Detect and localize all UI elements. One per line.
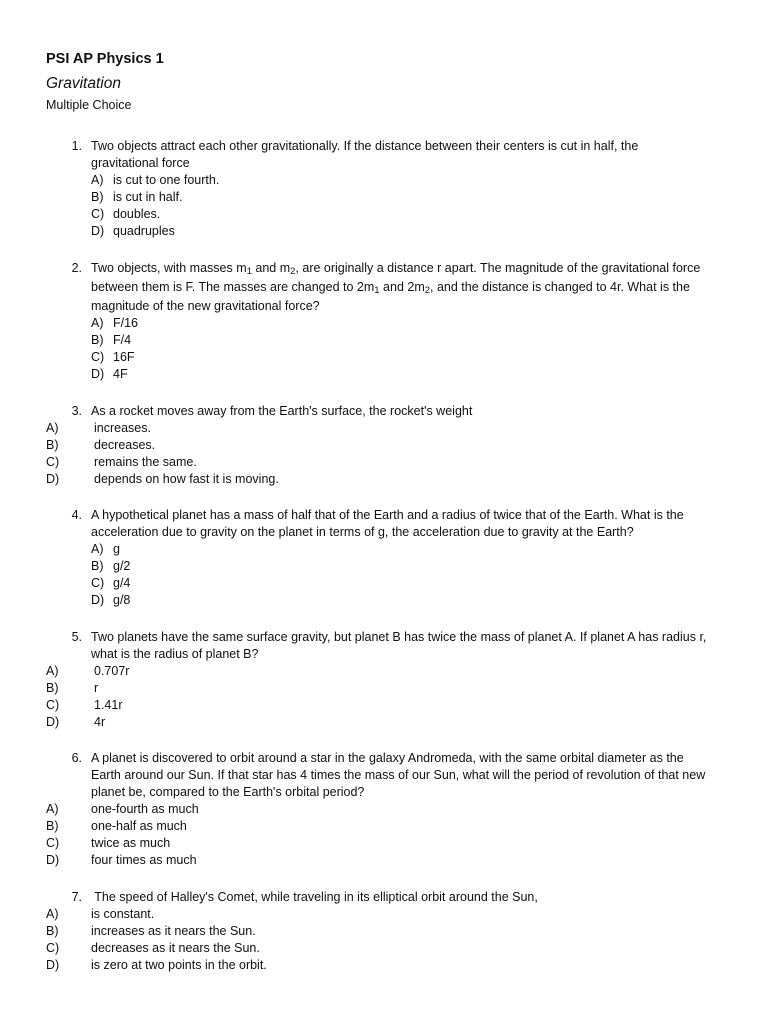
choice-c[interactable]: [0, 835, 768, 852]
choice-text: one-fourth as much: [91, 802, 199, 816]
question-line: Earth around our Sun. If that star has 4 times the mass of our Sun, what will the period of revolution of that new: [91, 768, 706, 782]
choice-letter: D): [46, 958, 60, 972]
choice-letter: D): [46, 715, 60, 729]
choice-text: is zero at two points in the orbit.: [91, 958, 267, 972]
page-title: PSI AP Physics 1: [46, 51, 164, 67]
question-line: Two planets have the same surface gravity, but planet B has twice the mass of planet A. If planet A has radius r,: [91, 630, 707, 644]
choice-letter: B): [46, 924, 59, 938]
choice-a[interactable]: [0, 541, 768, 558]
page-subtitle: Gravitation: [46, 75, 121, 92]
question-line: A planet is discovered to orbit around a star in the galaxy Andromeda, with the same orbital diameter as the: [91, 751, 684, 765]
choice-text: g/2: [113, 559, 131, 573]
choice-text: four times as much: [91, 853, 197, 867]
choice-text: remains the same.: [94, 455, 197, 469]
question-line: A hypothetical planet has a mass of half that of the Earth and a radius of twice that of the Earth. What is the: [91, 508, 684, 522]
question-line: Two objects, with masses $m_1$ and $m_2$, are originally a distance r apart. The magnitude of the gravitational force: [91, 261, 701, 277]
choice-letter: A): [46, 907, 59, 921]
question-text: [91, 507, 731, 541]
choice-letter: B): [46, 819, 59, 833]
choice-letter: D): [46, 472, 60, 486]
choice-c[interactable]: [0, 575, 768, 592]
choice-text: 16F: [113, 350, 135, 364]
choice-text: twice as much: [91, 836, 171, 850]
choice-text: r: [94, 681, 99, 695]
choice-letter: C): [91, 350, 105, 364]
choice-letter: C): [91, 207, 105, 221]
choice-a[interactable]: [0, 315, 768, 332]
question-text: [91, 750, 731, 801]
question-2: [0, 260, 768, 383]
question-line: what is the radius of planet B?: [91, 647, 259, 661]
question-line: between them is F. The masses are changed to $2m_1$ and $2m_2$, and the distance is changed to 4r. What is the: [91, 280, 690, 296]
choice-b[interactable]: [0, 189, 768, 206]
choice-text: decreases as it nears the Sun.: [91, 941, 260, 955]
question-6: [0, 750, 768, 869]
choice-letter: D): [91, 224, 105, 238]
question-line: planet be, compared to the Earth's orbital period?: [91, 785, 365, 799]
question-5: [0, 629, 768, 731]
choice-letter: C): [91, 576, 105, 590]
choice-c[interactable]: [0, 206, 768, 223]
question-number: 5.: [71, 630, 82, 644]
choice-letter: A): [46, 664, 59, 678]
question-line: gravitational force: [91, 156, 190, 170]
choice-d[interactable]: [0, 366, 768, 383]
choice-a[interactable]: [0, 663, 768, 680]
choice-c[interactable]: [0, 454, 768, 471]
question-text: [91, 138, 731, 172]
choice-letter: A): [46, 421, 59, 435]
choice-a[interactable]: [0, 906, 768, 923]
choice-b[interactable]: [0, 437, 768, 454]
choice-b[interactable]: [0, 923, 768, 940]
choice-d[interactable]: [0, 957, 768, 974]
choice-text: depends on how fast it is moving.: [94, 472, 279, 486]
choice-d[interactable]: [0, 471, 768, 488]
choice-text: 0.707r: [94, 664, 130, 678]
choice-letter: B): [91, 559, 104, 573]
choice-d[interactable]: [0, 714, 768, 731]
choice-c[interactable]: [0, 349, 768, 366]
choice-b[interactable]: [0, 558, 768, 575]
choice-letter: B): [46, 681, 59, 695]
choice-text: is constant.: [91, 907, 155, 921]
choice-b[interactable]: [0, 680, 768, 697]
choice-text: quadruples: [113, 224, 175, 238]
choice-text: 4F: [113, 367, 128, 381]
choice-text: 4r: [94, 715, 106, 729]
choice-text: one-half as much: [91, 819, 187, 833]
choice-text: F/4: [113, 333, 132, 347]
choice-d[interactable]: [0, 592, 768, 609]
choice-text: doubles.: [113, 207, 161, 221]
question-1: [0, 138, 768, 240]
choice-text: g: [113, 542, 120, 556]
question-3: [0, 403, 768, 488]
choice-letter: C): [46, 836, 60, 850]
question-line: The speed of Halley's Comet, while traveling in its elliptical orbit around the Sun,: [91, 890, 538, 904]
choice-text: 1.41r: [94, 698, 123, 712]
choice-letter: B): [91, 190, 104, 204]
choice-text: increases.: [94, 421, 151, 435]
choice-a[interactable]: [0, 801, 768, 818]
choice-c[interactable]: [0, 940, 768, 957]
question-text: [91, 403, 731, 420]
question-7: [0, 889, 768, 974]
choice-text: is cut in half.: [113, 190, 183, 204]
choice-c[interactable]: [0, 697, 768, 714]
choice-letter: A): [91, 316, 104, 330]
question-number: 3.: [71, 404, 82, 418]
choice-d[interactable]: [0, 852, 768, 869]
question-number: 6.: [71, 751, 82, 765]
choice-a[interactable]: [0, 420, 768, 437]
choice-letter: D): [46, 853, 60, 867]
choice-a[interactable]: [0, 172, 768, 189]
choice-letter: D): [91, 593, 105, 607]
question-text: [91, 629, 731, 663]
choice-text: F/16: [113, 316, 139, 330]
choice-letter: D): [91, 367, 105, 381]
choice-d[interactable]: [0, 223, 768, 240]
question-line: acceleration due to gravity on the planet in terms of g, the acceleration due to gravity at the Earth?: [91, 525, 634, 539]
question-line: magnitude of the new gravitational force?: [91, 299, 320, 313]
choice-letter: B): [46, 438, 59, 452]
question-number: 7.: [71, 890, 82, 904]
question-4: [0, 507, 768, 609]
choice-text: increases as it nears the Sun.: [91, 924, 256, 938]
choice-text: decreases.: [94, 438, 156, 452]
choice-letter: C): [46, 455, 60, 469]
choice-text: g/8: [113, 593, 131, 607]
question-line: As a rocket moves away from the Earth's surface, the rocket's weight: [91, 404, 473, 418]
question-number: 4.: [71, 508, 82, 522]
question-number: 2.: [71, 261, 82, 275]
choice-letter: C): [46, 698, 60, 712]
choice-text: is cut to one fourth.: [113, 173, 220, 187]
question-number: 1.: [71, 139, 82, 153]
choice-letter: A): [91, 173, 104, 187]
section-label: Multiple Choice: [46, 98, 132, 112]
choice-b[interactable]: [0, 818, 768, 835]
question-text: [91, 260, 731, 315]
choice-letter: C): [46, 941, 60, 955]
question-line: Two objects attract each other gravitationally. If the distance between their centers is cut in half, the: [91, 139, 639, 153]
choice-letter: A): [46, 802, 59, 816]
choice-text: g/4: [113, 576, 131, 590]
choice-letter: A): [91, 542, 104, 556]
choice-b[interactable]: [0, 332, 768, 349]
question-text: [91, 889, 731, 906]
choice-letter: B): [91, 333, 104, 347]
